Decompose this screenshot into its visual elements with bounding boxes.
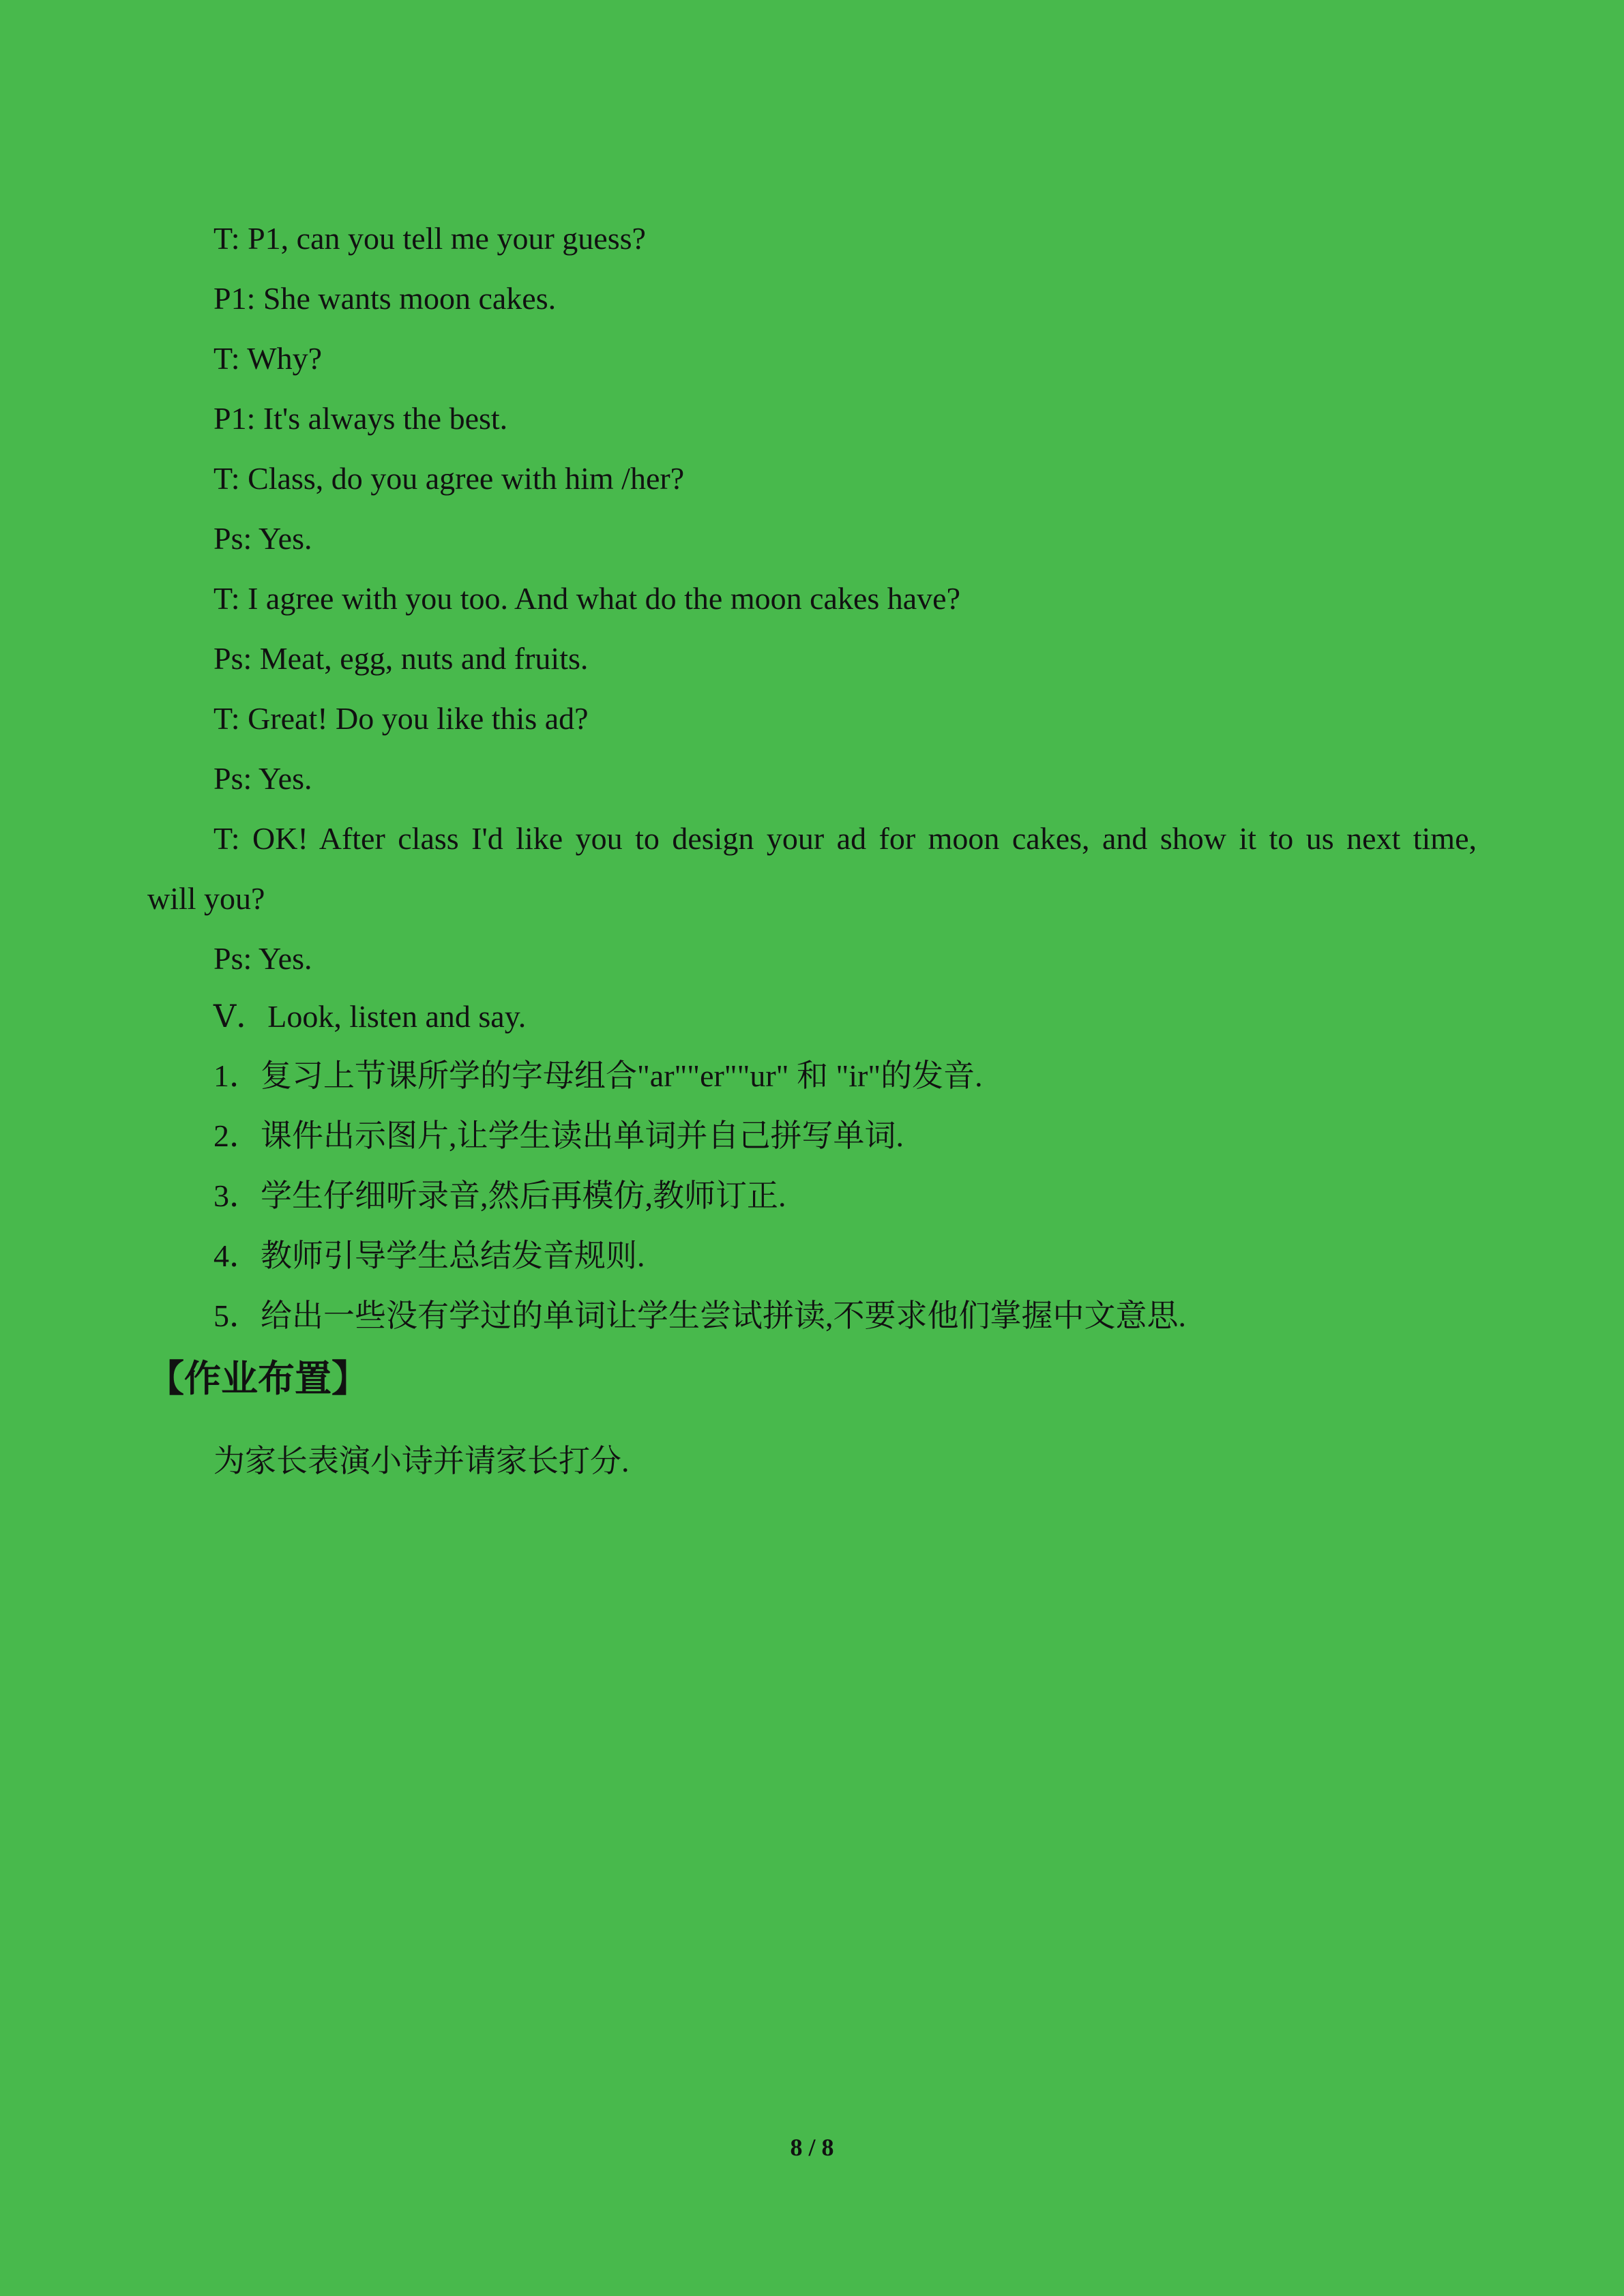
dialogue-line: Ps: Yes. (213, 761, 312, 796)
step-item: 1．复习上节课所学的字母组合"ar""er""ur" 和 "ir"的发音. (213, 1058, 983, 1093)
page-number: 8 / 8 (790, 2134, 834, 2161)
dialogue-line: Ps: Yes. (213, 941, 312, 976)
section-v-title: Ⅴ．Look, listen and say. (213, 999, 527, 1034)
step-item: 3．学生仔细听录音,然后再模仿,教师订正. (213, 1178, 786, 1213)
dialogue-line-continuation: will you? (147, 881, 265, 916)
dialogue-line: P1: She wants moon cakes. (213, 281, 557, 316)
dialogue-line: T: P1, can you tell me your guess? (213, 221, 646, 256)
homework-text: 为家长表演小诗并请家长打分. (213, 1444, 630, 1478)
dialogue-line: T: I agree with you too. And what do the moon cakes have? (213, 581, 961, 616)
dialogue-line: T: Why? (213, 341, 323, 376)
dialogue-line: T: Class, do you agree with him /her? (213, 461, 685, 496)
dialogue-line: T: Great! Do you like this ad? (213, 701, 589, 736)
dialogue-line: Ps: Yes. (213, 521, 312, 556)
step-item: 5．给出一些没有学过的单词让学生尝试拼读,不要求他们掌握中文意思. (213, 1298, 1186, 1333)
step-item: 2．课件出示图片,让学生读出单词并自己拼写单词. (213, 1118, 904, 1153)
dialogue-line: Ps: Meat, egg, nuts and fruits. (213, 641, 589, 676)
dialogue-line: T: OK! After class I'd like you to design your ad for moon cakes, and show it to us next time, (213, 821, 1477, 856)
dialogue-line: P1: It's always the best. (213, 401, 508, 436)
step-item: 4．教师引导学生总结发音规则. (213, 1238, 645, 1273)
homework-heading: 【作业布置】 (147, 1357, 368, 1400)
